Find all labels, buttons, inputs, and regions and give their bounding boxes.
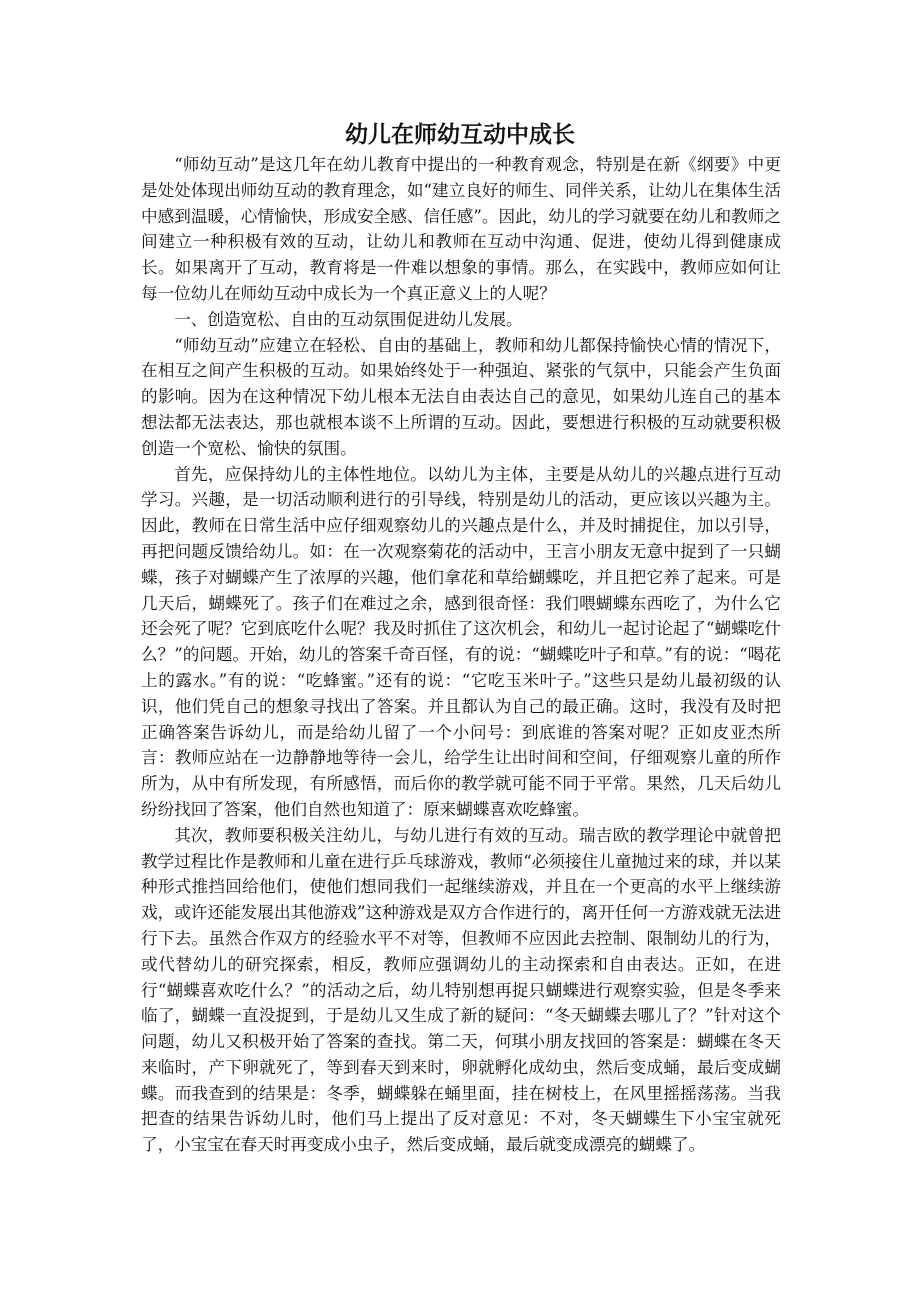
- paragraph-second: 其次，教师要积极关注幼儿，与幼儿进行有效的互动。瑞吉欧的教学理论中就曾把教学过程比作是教师和儿童在进行乒乓球游戏，教师“必须接住儿童抛过来的球，并以某种形式推挡回给他们，使他们想同我们一起继续游戏，并且在一个更高的水平上继续游戏，或许还能发展出其他游戏”这种游戏是双方合作进行的，离开任何一方游戏就无法进行下去。虽然合作双方的经验水平不对等，但教师不应因此去控制、限制幼儿的行为，或代替幼儿的研究探索，相反，教师应强调幼儿的主动探索和自由表达。正如，在进行“蝴蝶喜欢吃什么？”的活动之后，幼儿特别想再捉只蝴蝶进行观察实验，但是冬季来临了，蝴蝶一直没捉到，于是幼儿又生成了新的疑问：“冬天蝴蝶去哪儿了？”针对这个问题，幼儿又积极开始了答案的查找。第二天，何琪小朋友找回的答案是：蝴蝶在冬天来临时，产下卵就死了，等到春天到来时，卵就孵化成幼虫，然后变成蛹，最后变成蝴蝶。而我查到的结果是：冬季，蝴蝶躲在蛹里面，挂在树枝上，在风里摇摇荡荡。当我把查的结果告诉幼儿时，他们马上提出了反对意见：不对，冬天蝴蝶生下小宝宝就死了，小宝宝在春天时再变成小虫子，然后变成蛹，最后就变成漂亮的蝴蝶了。: [141, 825, 781, 1155]
- document-title: 幼儿在师幼互动中成长: [345, 122, 575, 148]
- document-body: [141, 152, 781, 1158]
- paragraph-intro: “师幼互动”是这几年在幼儿教育中提出的一种教育观念，特别是在新《纲要》中更是处处体现出师幼互动的教育理念，如“建立良好的师生、同伴关系，让幼儿在集体生活中感到温暖，心情愉快，形成安全感、信任感”。因此，幼儿的学习就要在幼儿和教师之间建立一种积极有效的互动，让幼儿和教师在互动中沟通、促进，使幼儿得到健康成长。如果离开了互动，教育将是一件难以想象的事情。那么，在实践中，教师应如何让每一位幼儿在师幼互动中成长为一个真正意义上的人呢？: [141, 155, 781, 303]
- paragraph-first: 首先，应保持幼儿的主体性地位。以幼儿为主体，主要是从幼儿的兴趣点进行互动学习。兴趣，是一切活动顺利进行的引导线，特别是幼儿的活动，更应该以兴趣为主。因此，教师在日常生活中应仔细观察幼儿的兴趣点是什么，并及时捕捉住，加以引导，再把问题反馈给幼儿。如：在一次观察菊花的活动中，王言小朋友无意中捉到了一只蝴蝶，孩子对蝴蝶产生了浓厚的兴趣，他们拿花和草给蝴蝶吃，并且把它养了起来。可是几天后，蝴蝶死了。孩子们在难过之余，感到很奇怪：我们喂蝴蝶东西吃了，为什么它还会死了呢？它到底吃什么呢？我及时抓住了这次机会，和幼儿一起讨论起了“蝴蝶吃什么？”的问题。开始，幼儿的答案千奇百怪，有的说：“蝴蝶吃叶子和草。”有的说：“喝花上的露水。”有的说：“吃蜂蜜。”还有的说：“它吃玉米叶子。”这些只是幼儿最初级的认识，他们凭自己的想象寻找出了答案。并且都认为自己的最正确。这时，我没有及时把正确答案告诉幼儿，而是给幼儿留了一个小问号：到底谁的答案对呢？正如皮亚杰所言：教师应站在一边静静地等待一会儿，给学生让出时间和空间，仔细观察儿童的所作所为，从中有所发现，有所感悟，而后你的教学就可能不同于平常。果然，几天后幼儿纷纷找回了答案，他们自然也知道了：原来蝴蝶喜欢吃蜂蜜。: [141, 464, 781, 819]
- section-heading-1: 一、创造宽松、自由的互动氛围促进幼儿发展。: [174, 309, 523, 329]
- paragraph-atmosphere: “师幼互动”应建立在轻松、自由的基础上，教师和幼儿都保持愉快心情的情况下，在相互之间产生积极的互动。如果始终处于一种强迫、紧张的气氛中，只能会产生负面的影响。因为在这种情况下幼儿根本无法自由表达自己的意见，如果幼儿连自己的基本想法都无法表达，那也就根本谈不上所谓的互动。因此，要想进行积极的互动就要积极创造一个宽松、愉快的氛围。: [141, 335, 781, 458]
